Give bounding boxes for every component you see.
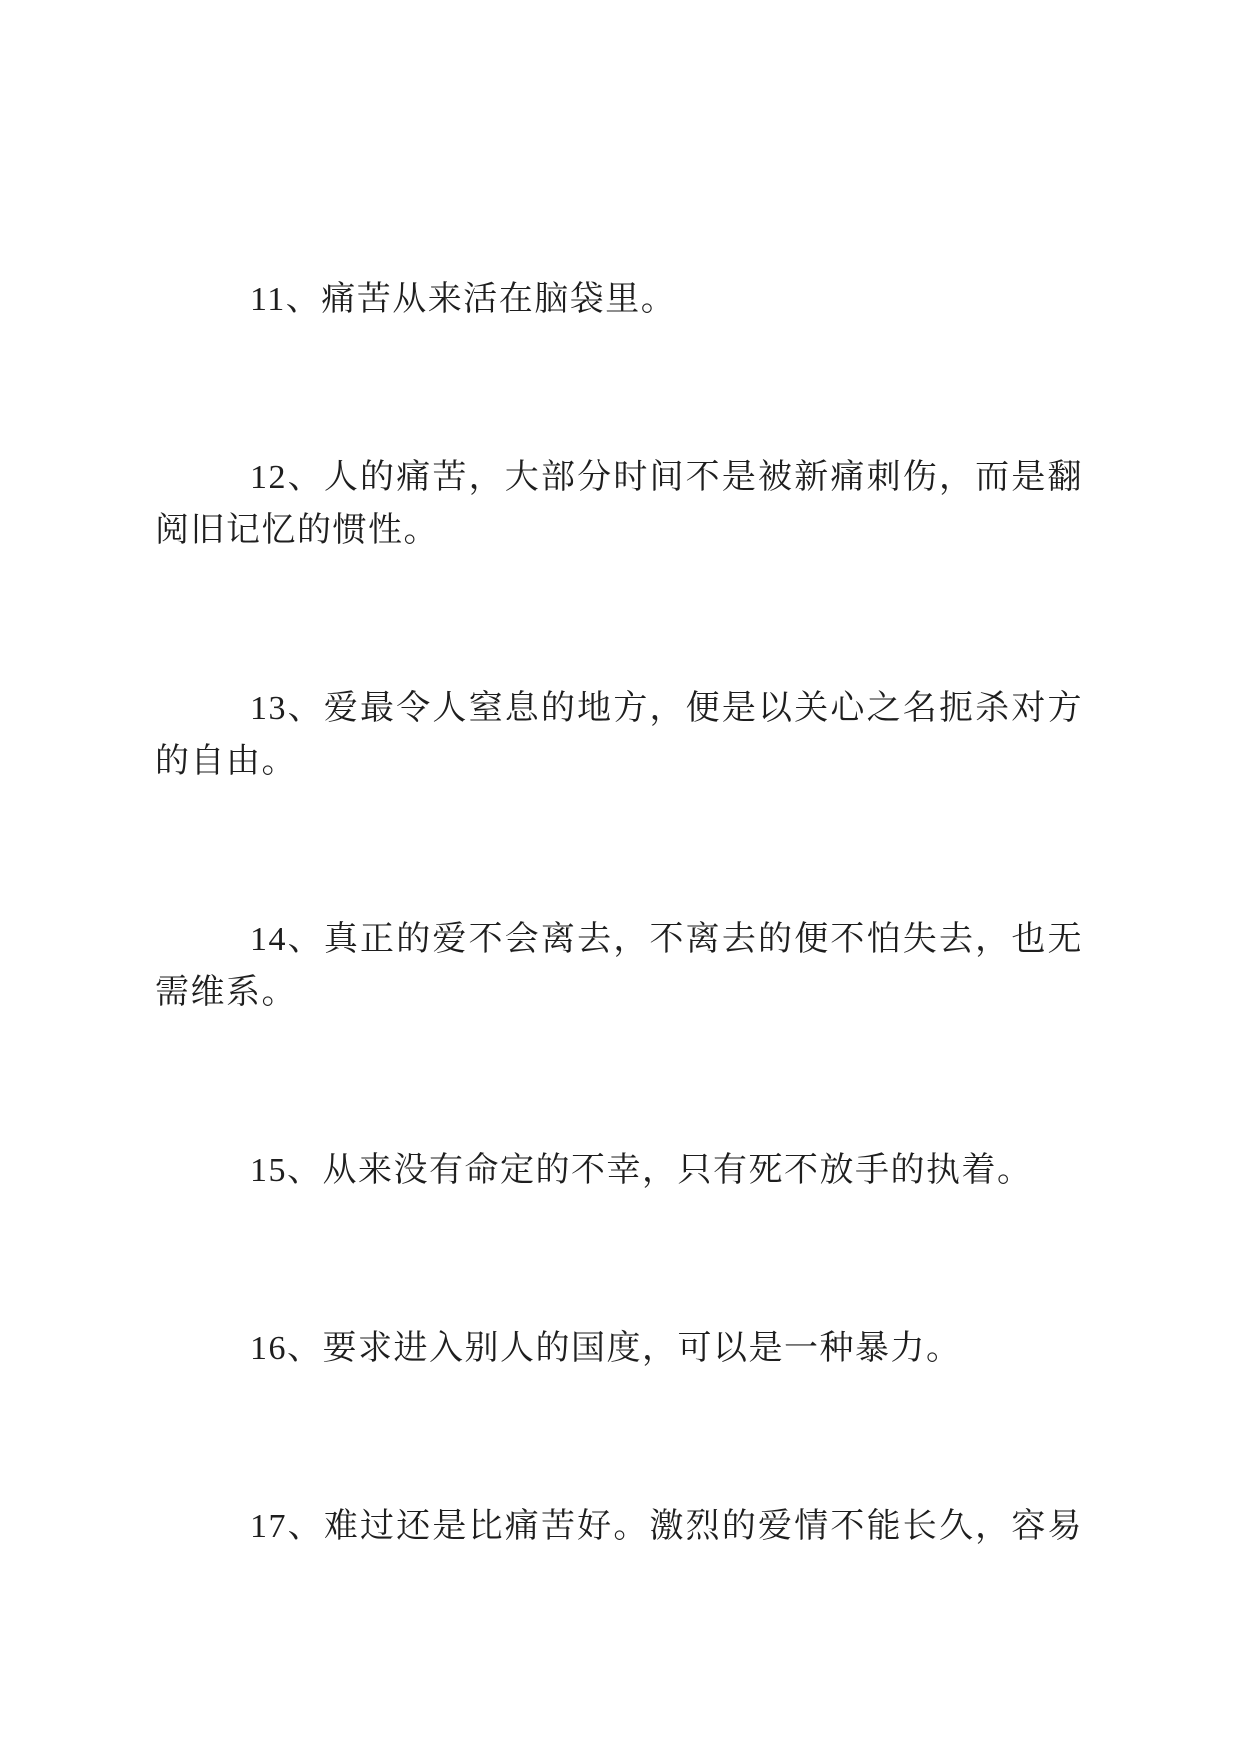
quote-line: 15、从来没有命定的不幸，只有死不放手的执着。	[250, 1152, 1033, 1189]
quote-item	[155, 451, 1083, 557]
quote-line: 需维系。	[155, 974, 297, 1011]
quote-line: 17、难过还是比痛苦好。激烈的爱情不能长久，容易	[250, 1508, 1083, 1545]
quote-line: 的自由。	[155, 743, 297, 780]
quote-line: 16、要求进入别人的国度，可以是一种暴力。	[250, 1330, 962, 1367]
quote-item	[155, 913, 1083, 1019]
quote-line: 13、爱最令人窒息的地方，便是以关心之名扼杀对方	[250, 690, 1083, 727]
quote-line: 14、真正的爱不会离去，不离去的便不怕失去，也无	[250, 921, 1083, 958]
quote-item	[155, 1322, 1083, 1375]
quote-line: 12、人的痛苦，大部分时间不是被新痛刺伤，而是翻	[250, 459, 1083, 496]
quote-item	[155, 1144, 1083, 1197]
quote-item	[155, 1500, 1083, 1553]
quote-item	[155, 682, 1083, 788]
quote-line: 阅旧记忆的惯性。	[155, 512, 439, 549]
quote-item	[155, 273, 1083, 326]
document-content	[155, 273, 1083, 1553]
quote-line: 11、痛苦从来活在脑袋里。	[250, 281, 677, 318]
